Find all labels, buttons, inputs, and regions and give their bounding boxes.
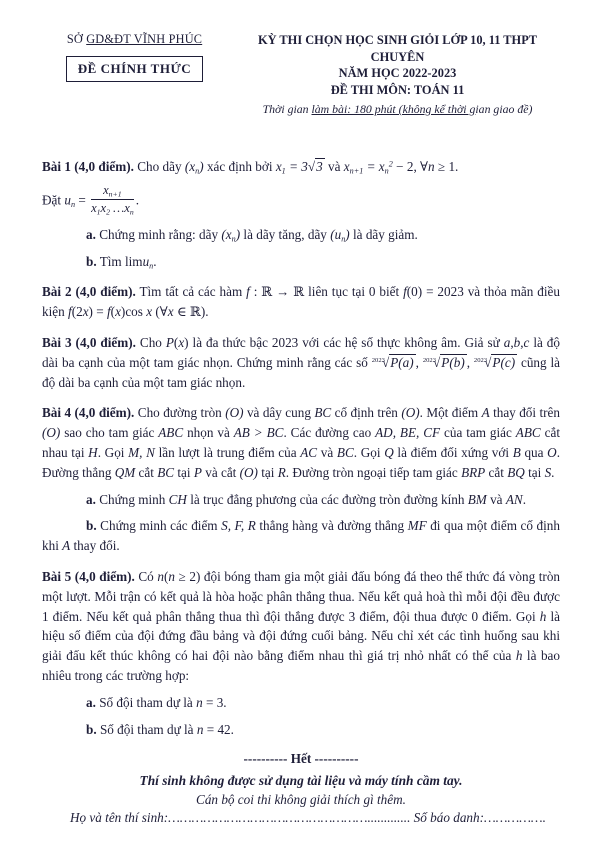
exam-title: KỲ THI CHỌN HỌC SINH GIỎI LỚP 10, 11 THPT CHUYÊN — [257, 33, 538, 64]
rule-no-materials: Thí sinh không được sử dụng tài liệu và máy tính cầm tay. — [139, 773, 463, 789]
official-exam-stamp: ĐỀ CHÍNH THỨC — [66, 56, 203, 82]
problem-1-statement: Bài 1 (4,0 điểm). Cho dãy $(x_n)$ xác định bởi $x_1 = 3√3$ và $x_{n+1} = x_n^2 - 2$, ∀n ≥ 1. — [42, 158, 459, 176]
problem-5-part-a: a. Số đội tham dự là n = 3. — [86, 694, 227, 710]
rule-no-explanation: Cán bộ coi thi không giải thích gì thêm. — [196, 792, 406, 808]
exam-header — [42, 32, 560, 117]
problem-1-part-a: a. Chứng minh rằng: dãy $(x_n)$ là dãy tăng, dãy $(u_n)$ là dãy giảm. — [86, 226, 418, 244]
problem-2-statement: Bài 2 (4,0 điểm). Tìm tất cả các hàm f : ℝ → ℝ liên tục tại 0 biết f(0) = 2023 và thỏa mãn điều kiện f(2x) = f(x)cos x (∀x ∈ ℝ). — [42, 284, 560, 320]
header-left-block — [42, 32, 227, 82]
problem-5-statement: Bài 5 (4,0 điểm). Có n(n ≥ 2) đội bóng tham gia một giải đấu bóng đá theo thể thức đá vòng tròn một lượt. Mỗi trận có kết quả là hòa hoặc phân thắng thua. Nếu kết quả hoà thì mỗi đội đều được 1 điểm. Nếu kết quả phân thắng thua thì đội thắng được 3 điểm, đội thua được 0 điểm. Gọi h là hiệu số điểm của đội đứng đầu bảng và đội đứng cuối bảng. Nếu chỉ xét các tình huống sau khi giải đấu kết thúc không có hai đội nào bằng điểm nhau thì giá trị nhỏ nhất có thể của h là bao nhiêu trong các trường hợp: — [42, 568, 561, 683]
header-right-block — [227, 32, 560, 117]
exam-footer — [42, 751, 560, 826]
exam-body — [42, 157, 560, 739]
candidate-info-line: Họ và tên thí sinh:……………………………………………............. Số báo danh:……………. — [70, 810, 546, 826]
duration-note: Thời gian làm bài: 180 phút (không kể thời gian giao đề) — [262, 101, 533, 116]
department-name: SỞ GD&ĐT VĨNH PHÚC — [66, 32, 203, 46]
problem-4-part-b: b. Chứng minh các điểm S, F, R thẳng hàng và đường thẳng MF đi qua một điểm cố định khi A thay đổi. — [42, 518, 560, 554]
problem-3-statement: Bài 3 (4,0 điểm). Cho P(x) là đa thức bậc 2023 với các hệ số thực không âm. Giả sử a,b,c là độ dài ba cạnh của một tam giác nhọn. Chứng minh rằng các số $^{2023}$√P(a) , $^{2023}$√P(b) , $^{2023}$√P(c) cũng là độ dài ba cạnh của một tam giác nhọn. — [42, 335, 561, 390]
problem-1-part-b: b. Tìm limu$_n$. — [86, 253, 157, 271]
problem-1-setup: Đặt $u_n$ = $\frac{x_{n+1}}{x_1x_2 \dots x_n}$ . — [42, 182, 139, 217]
end-marker: ---------- Hết ---------- — [243, 751, 359, 767]
school-year: NĂM HỌC 2022-2023 — [338, 66, 457, 81]
problem-4-statement: Bài 4 (4,0 điểm). Cho đường tròn (O) và dây cung BC cố định trên (O). Một điểm A thay đổi trên (O) sao cho tam giác ABC nhọn và AB > BC. Các đường cao AD, BE, CF của tam giác ABC cắt nhau tại H. Gọi M, N lần lượt là trung điểm của AC và BC. Gọi Q là điểm đối xứng với B qua O. Đường thẳng QM cắt BC tại P và cắt (O) tại R. Đường tròn ngoại tiếp tam giác BRP cắt BQ tại S. — [42, 405, 561, 480]
subject-line: ĐỀ THI MÔN: TOÁN 11 — [330, 83, 465, 98]
problem-5-part-b: b. Số đội tham dự là n = 42. — [86, 721, 234, 737]
problem-4-part-a: a. Chứng minh CH là trục đẳng phương của các đường tròn đường kính BM và AN. — [86, 491, 526, 507]
